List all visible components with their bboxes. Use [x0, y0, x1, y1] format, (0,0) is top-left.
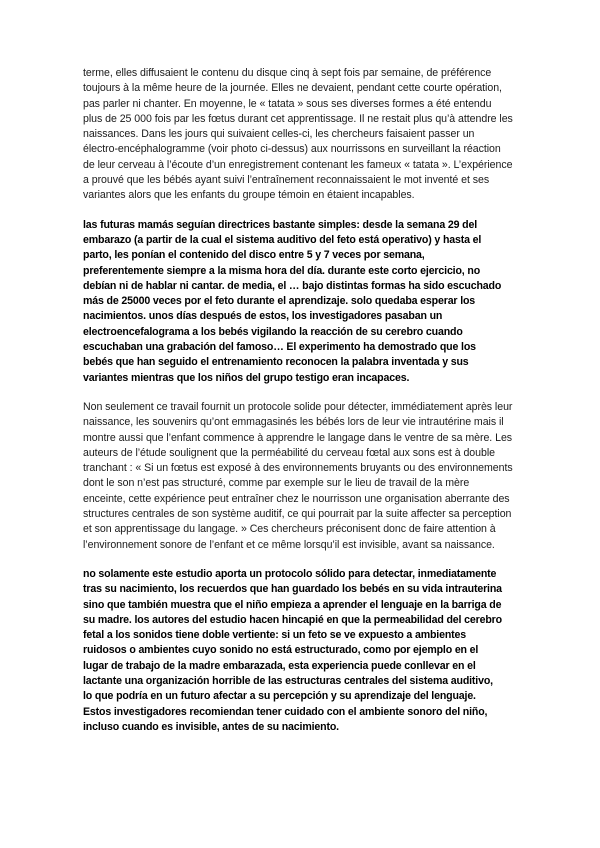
text-line: más de 25000 veces por el feto durante el aprendizaje. solo quedaba esperar los: [83, 295, 476, 308]
text-line: terme, elles diffusaient le contenu du disque cinq à sept fois par semaine, de préférence: [83, 67, 492, 79]
text-line: l’environnement sonore de l’enfant et ce même lorsqu’il est invisible, avant sa naissance.: [83, 538, 495, 551]
document-page: [83, 66, 523, 735]
paragraph-french-2: [83, 400, 523, 553]
text-line: las futuras mamás seguían directrices bastante simples: desde la semana 29 del: [83, 218, 477, 231]
text-line: lactante una organización horrible de las estructuras centrales del sistema auditivo,: [83, 674, 493, 687]
text-line: et son apprentissage du langage. » Ces chercheurs préconisent donc de faire attention à: [83, 523, 496, 536]
text-line: plus de 25 000 fois par les fœtus durant cet apprentissage. Il ne restait plus qu’à attendre les: [83, 112, 513, 125]
text-line: auteurs de l’étude soulignent que la perméabilité du cerveau fœtal aux sons est à double: [83, 446, 495, 459]
text-line: embarazo (a partir de la cual el sistema auditivo del feto está operativo) y hasta el: [83, 233, 482, 246]
paragraph-spacer: [83, 553, 523, 567]
paragraph-spanish-1: [83, 218, 523, 386]
text-line: lugar de trabajo de la madre embarazada, esta experiencia puede conllevar en el: [83, 659, 476, 672]
text-line: tras su nacimiento, los recuerdos que han guardado los bebés en su vida intrauterina: [83, 583, 502, 596]
text-line: su madre. los autores del estudio hacen hincapié en que la permeabilidad del cerebro: [83, 613, 502, 626]
text-line: montre aussi que l’enfant commence à apprendre le langage dans le ventre de sa mère. Les: [83, 431, 513, 444]
text-line: debían ni de hablar ni cantar. de media, el … bajo distintas formas ha sido escuchado: [83, 279, 502, 292]
paragraph-spacer: [83, 204, 523, 218]
text-line: ruidosos o ambientes cuyo sonido no está estructurado, como por ejemplo en el: [83, 644, 479, 657]
text-line: Non seulement ce travail fournit un protocole solide pour détecter, immédiatement après leur: [83, 400, 513, 413]
text-line: tranchant : « Si un fœtus est exposé à des environnements bruyants ou des environnements: [83, 462, 513, 475]
text-line: variantes alors que les enfants du groupe témoin en étaient incapables.: [83, 189, 415, 202]
text-line: pas parler ni chanter. En moyenne, le « tatata » sous ses diverses formes a été entendu: [83, 97, 492, 110]
text-line: naissances. Dans les jours qui suivaient celles-ci, les chercheurs faisaient passer un: [83, 128, 475, 141]
text-line: nacimientos. unos días después de estos, los investigadores pasaban un: [83, 310, 443, 323]
text-line: électro-encéphalogramme (voir photo ci-dessus) aux nourrissons en surveillant la réaction: [83, 143, 501, 156]
text-line: lo que podría en un futuro afectar a su percepción y su aprendizaje del lenguaje.: [83, 690, 476, 703]
text-line: escuchaban una grabación del famoso… El experimento ha demostrado que los: [83, 341, 476, 354]
paragraph-spanish-2: [83, 567, 523, 735]
text-line: incluso cuando es invisible, antes de su nacimiento.: [83, 720, 339, 733]
text-line: variantes mientras que los niños del grupo testigo eran incapaces.: [83, 371, 410, 384]
text-line: toujours à la même heure de la journée. Elles ne devaient, pendant cette courte opération,: [83, 82, 502, 95]
paragraph-spacer: [83, 386, 523, 400]
text-line: a prouvé que les bébés ayant suivi l’entraînement reconnaissaient le mot inventé et ses: [83, 174, 490, 187]
paragraph-french-1: [83, 66, 523, 204]
text-line: structures centrales de son système auditif, ce qui pourrait par la suite affecter sa perception: [83, 508, 512, 521]
text-line: sino que también muestra que el niño empieza a aprender el lenguaje en la barriga de: [83, 598, 502, 611]
text-line: de leur cerveau à l’écoute d’un enregistrement contenant les fameux « tatata ». L’expérience: [83, 158, 513, 171]
text-line: preferentemente siempre a la misma hora del día. durante este corto ejercicio, no: [83, 264, 481, 277]
text-line: dont le son n’est pas structuré, comme par exemple sur le lieu de travail de la mère: [83, 477, 470, 490]
text-line: electroencefalograma a los bebés vigilando la reacción de su cerebro cuando: [83, 325, 463, 338]
text-line: parto, les ponían el contenido del disco entre 5 y 7 veces por semana,: [83, 249, 425, 262]
text-line: enceinte, cette expérience peut entraîner chez le nourrisson une organisation aberrante des: [83, 492, 510, 505]
text-line: fetal a los sonidos tiene doble vertiente: si un feto se ve expuesto a ambientes: [83, 629, 467, 642]
text-line: bebés que han seguido el entrenamiento reconocen la palabra inventada y sus: [83, 356, 469, 369]
text-line: no solamente este estudio aporta un protocolo sólido para detectar, inmediatamente: [83, 567, 497, 580]
text-line: naissance, les souvenirs qu’ont emmagasinés les bébés lors de leur vie intrautérine mais il: [83, 416, 504, 429]
text-line: Estos investigadores recomiendan tener cuidado con el ambiente sonoro del niño,: [83, 705, 488, 718]
